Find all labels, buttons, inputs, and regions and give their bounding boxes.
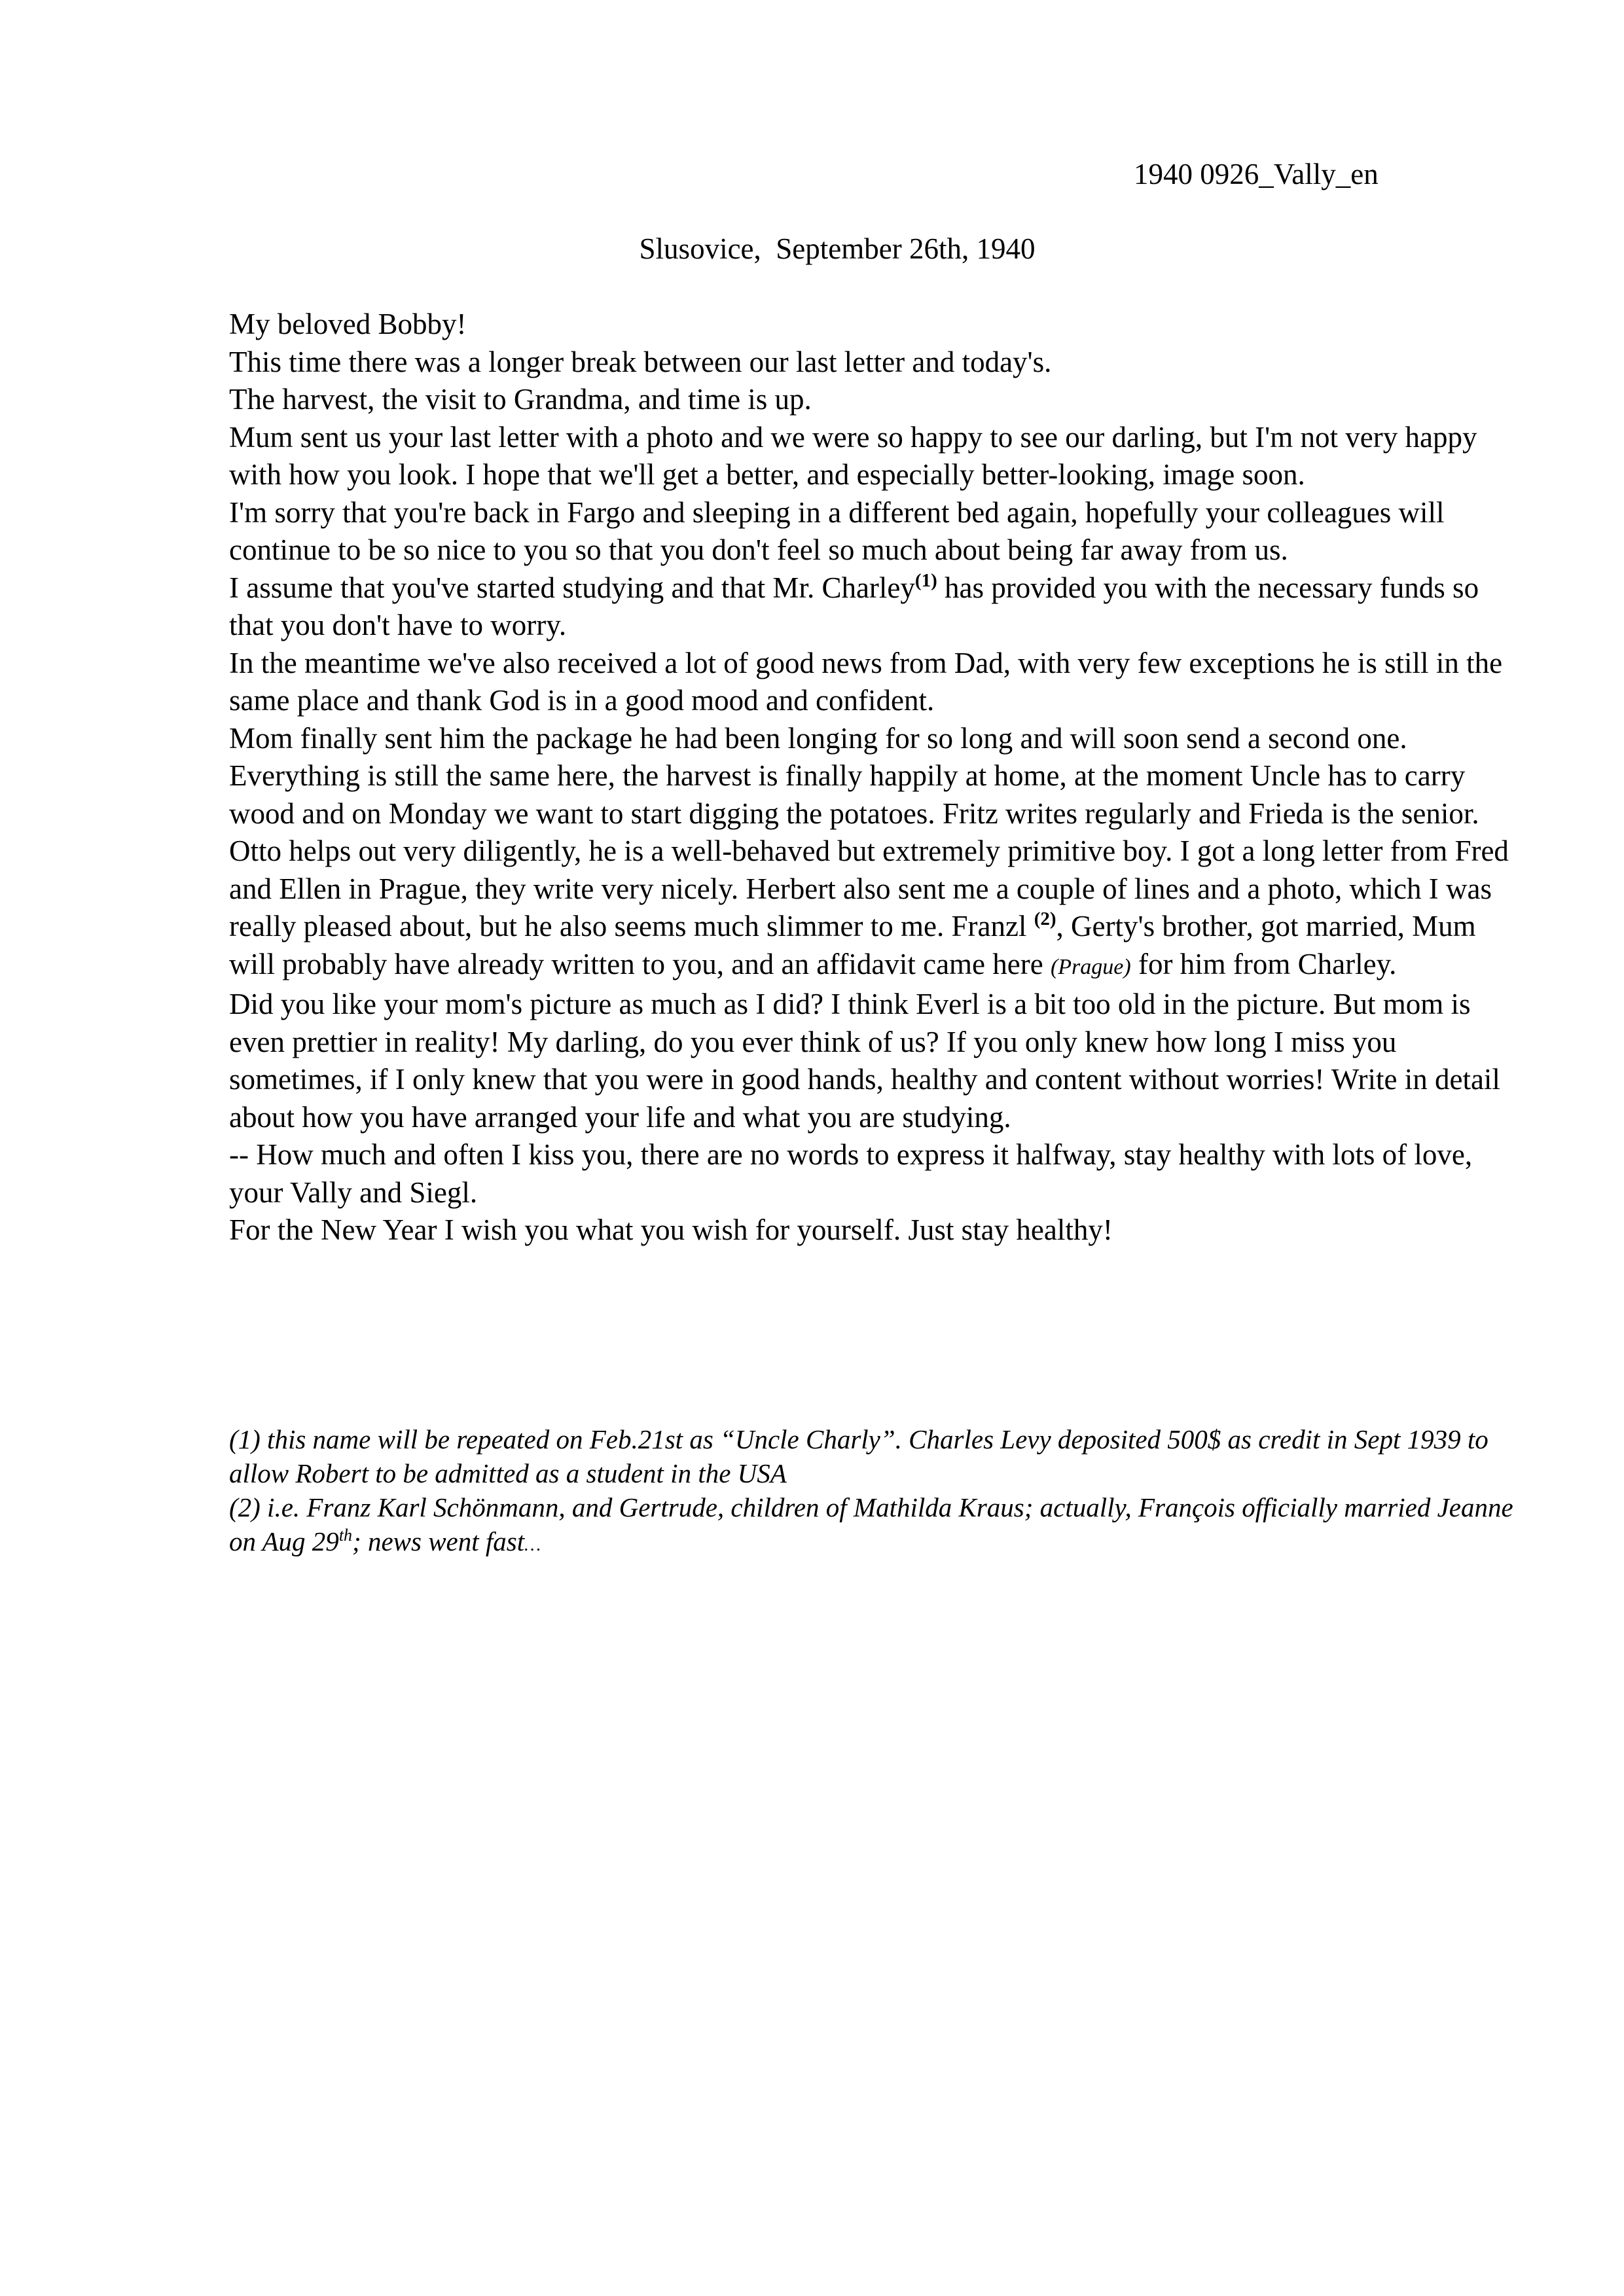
footnote-marker: (1) bbox=[914, 569, 937, 591]
paragraph bbox=[229, 569, 1525, 645]
text-run: ; news went fast bbox=[352, 1526, 525, 1556]
paragraph: In the meantime we've also received a lot of good news from Dad, with very few exceptions he is still in the same place and thank God is in a good mood and confident. bbox=[229, 646, 1503, 717]
text-run: has provided you with the necessary funds so that you don't have to worry. bbox=[229, 571, 1479, 641]
file-reference: 1940 0926_Vally_en bbox=[1134, 158, 1379, 190]
paragraph: The harvest, the visit to Grandma, and time is up. bbox=[229, 383, 812, 416]
paragraph bbox=[229, 757, 1525, 986]
text-run: (2) i.e. Franz Karl Schönmann, and Gertrude, children of Mathilda Kraus; actually, François officially married Jeanne on Aug 29 bbox=[229, 1492, 1513, 1556]
paragraph: Mom finally sent him the package he had been longing for so long and will soon send a second one. bbox=[229, 721, 1407, 755]
text-run: I assume that you've started studying and that Mr. Charley bbox=[229, 571, 915, 604]
text-run: Everything is still the same here, the harvest is finally happily at home, at the moment Uncle has to carry wood and on Monday we want to start digging the potatoes. Fritz writes regularly and Frieda is the senior. Otto helps out very diligently, he is a well-behaved but extremely primitive boy. I got a long letter from Fred and Ellen in Prague, they write very nicely. Herbert also sent me a couple of lines and a photo, which I was really pleased about, but he also seems much slimmer to me. Franzl bbox=[229, 759, 1509, 942]
paragraph: Mum sent us your last letter with a photo and we were so happy to see our darling, but I'm not very happy with how you look. I hope that we'll get a better, and especially better-looking, image soon. bbox=[229, 420, 1477, 491]
salutation: My beloved Bobby! bbox=[229, 308, 467, 340]
text-run: for him from Charley. bbox=[1130, 947, 1397, 980]
letter-body bbox=[229, 306, 1525, 1249]
ellipsis: … bbox=[524, 1535, 541, 1555]
footnotes bbox=[229, 1422, 1525, 1562]
ordinal-suffix: th bbox=[338, 1526, 353, 1545]
paragraph: I'm sorry that you're back in Fargo and sleeping in a different bed again, hopefully your colleagues will continue to be so nice to you so that you don't feel so much about being far away from us. bbox=[229, 495, 1445, 566]
dateline: Slusovice, September 26th, 1940 bbox=[639, 232, 1036, 265]
footnote-marker: (2) bbox=[1034, 908, 1056, 929]
paragraph: -- How much and often I kiss you, there are no words to express it halfway, stay healthy with lots of love, your Vally and Siegl. bbox=[229, 1138, 1473, 1209]
footnote-2 bbox=[229, 1490, 1525, 1562]
inline-note: (Prague) bbox=[1050, 954, 1131, 979]
text-run: , Gerty's brother, got married, Mum will probably have already written to you, and an affidavit came here bbox=[229, 910, 1476, 980]
paragraph: Did you like your mom's picture as much as I did? I think Everl is a bit too old in the picture. But mom is even prettier in reality! My darling, do you ever think of us? If you only knew how long I miss you sometimes, if I only knew that you were in good hands, healthy and content without worries! Write in detail about how you have arranged your life and what you are studying. bbox=[229, 988, 1500, 1134]
paragraph: For the New Year I wish you what you wish for yourself. Just stay healthy! bbox=[229, 1213, 1113, 1246]
paragraph: This time there was a longer break between our last letter and today's. bbox=[229, 345, 1052, 378]
footnote-1: (1) this name will be repeated on Feb.21st as “Uncle Charly”. Charles Levy deposited 500$ as credit in Sept 1939 to allow Robert to be admitted as a student in the USA bbox=[229, 1424, 1489, 1488]
